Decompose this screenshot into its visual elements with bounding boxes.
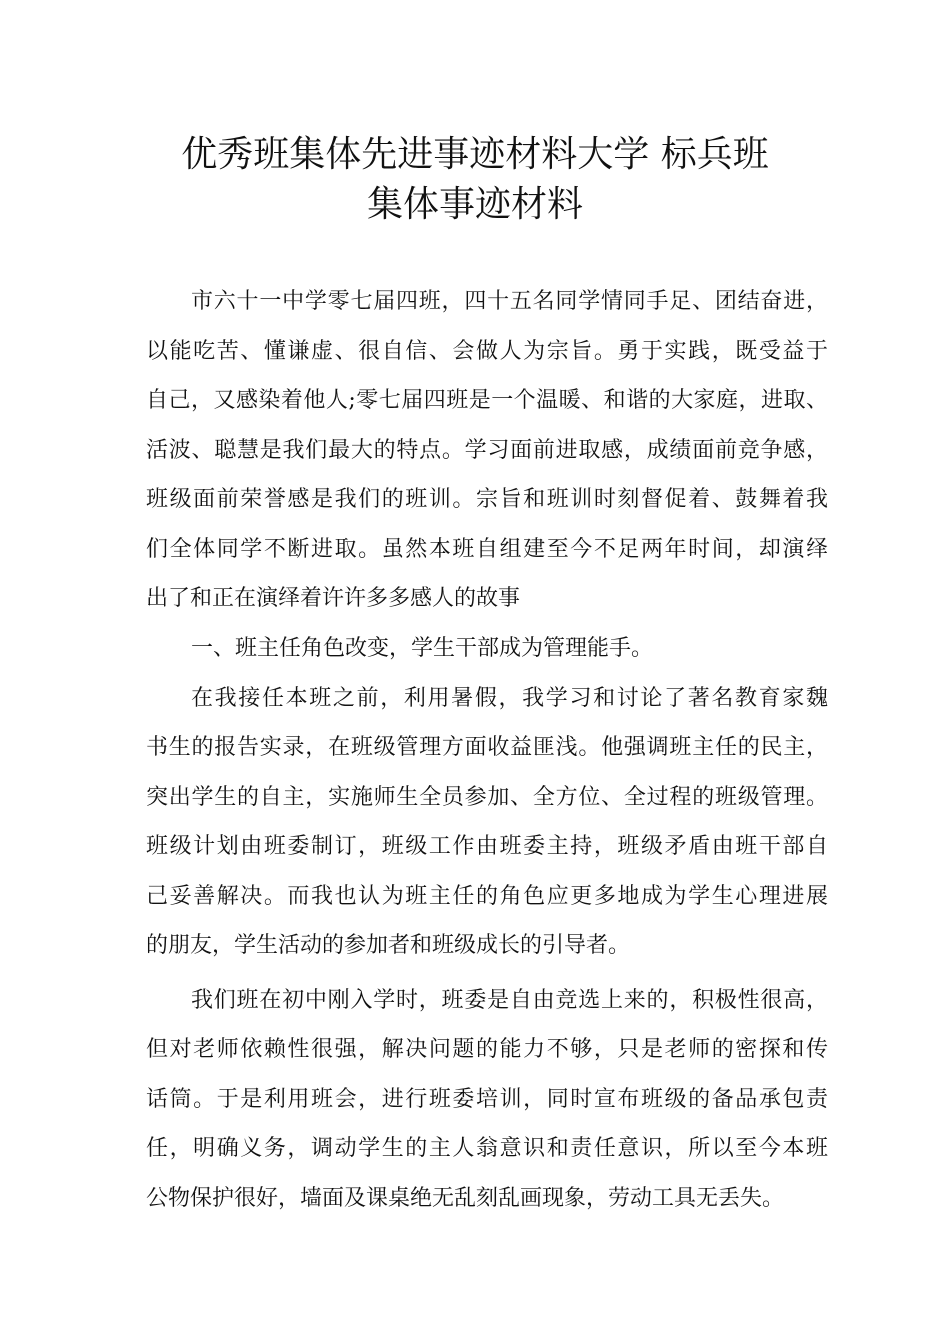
paragraph-1-line-3: 自己，又感染着他人;零七届四班是一个温暖、和谐的大家庭，进取、	[146, 388, 828, 413]
document-title-line-2: 集体事迹材料	[366, 184, 583, 225]
section-heading-1: 一、班主任角色改变，学生干部成为管理能手。	[191, 636, 654, 661]
document-title-line-1: 优秀班集体先进事迹材料大学 标兵班	[181, 134, 769, 175]
paragraph-1-line-1: 市六十一中学零七届四班，四十五名同学情同手足、团结奋进，	[191, 289, 828, 314]
paragraph-4-line-3: 话筒。于是利用班会，进行班委培训，同时宣布班级的备品承包责	[146, 1087, 828, 1112]
paragraph-1-line-4: 活波、聪慧是我们最大的特点。学习面前进取感，成绩面前竞争感，	[146, 438, 828, 463]
paragraph-3-line-4: 班级计划由班委制订，班级工作由班委主持，班级矛盾由班干部自	[146, 834, 828, 859]
paragraph-4-line-4: 任，明确义务，调动学生的主人翁意识和责任意识，所以至今本班	[146, 1136, 828, 1161]
paragraph-3-line-2: 书生的报告实录，在班级管理方面收益匪浅。他强调班主任的民主，	[146, 735, 828, 760]
paragraph-3-line-5: 己妥善解决。而我也认为班主任的角色应更多地成为学生心理进展	[146, 884, 828, 909]
paragraph-1-line-7: 出了和正在演绎着许许多多感人的故事	[146, 586, 521, 611]
paragraph-3-line-6: 的朋友，学生活动的参加者和班级成长的引导者。	[146, 933, 631, 958]
paragraph-4-line-5: 公物保护很好，墙面及课桌绝无乱刻乱画现象，劳动工具无丢失。	[146, 1186, 785, 1211]
paragraph-3-line-1: 在我接任本班之前，利用暑假，我学习和讨论了著名教育家魏	[191, 686, 828, 711]
paragraph-3-line-3: 突出学生的自主，实施师生全员参加、全方位、全过程的班级管理。	[146, 785, 828, 810]
paragraph-1-line-2: 以能吃苦、懂谦虚、很自信、会做人为宗旨。勇于实践，既受益于	[146, 339, 828, 364]
paragraph-4-line-2: 但对老师依赖性很强，解决问题的能力不够，只是老师的密探和传	[146, 1037, 828, 1062]
paragraph-1-line-5: 班级面前荣誉感是我们的班训。宗旨和班训时刻督促着、鼓舞着我	[146, 487, 828, 512]
paragraph-4-line-1: 我们班在初中刚入学时，班委是自由竞选上来的，积极性很高，	[191, 988, 828, 1013]
paragraph-1-line-6: 们全体同学不断进取。虽然本班自组建至今不足两年时间，却演绎	[146, 537, 828, 562]
